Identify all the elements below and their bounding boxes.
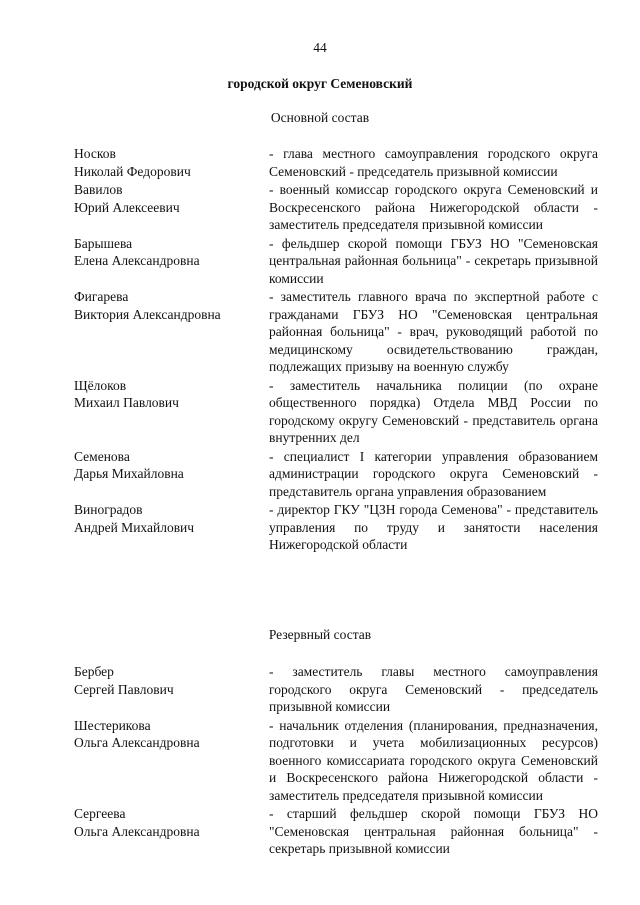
member-given-names: Юрий Алексеевич xyxy=(74,199,180,215)
member-surname: Шестерикова xyxy=(74,717,151,733)
member-surname: Виноградов xyxy=(74,502,143,517)
member-surname: Бербер xyxy=(74,664,114,679)
member-entry xyxy=(74,501,598,554)
member-given-names: Ольга Александровна xyxy=(74,735,200,750)
page-number: 44 xyxy=(313,40,327,55)
main-section-title: Основной состав xyxy=(270,110,370,125)
reserve-members-list xyxy=(74,663,598,859)
member-given-names: Николай Федорович xyxy=(74,163,191,179)
reserve-section-title: Резервный состав xyxy=(268,627,372,642)
member-role: - начальник отделения (планирования, предназначения, подготовки и учета мобилизационных ресурсов) военного комиссариата городского округа Семеновский и Воскресенского района Нижегородской области - заместитель председателя призывной комиссии xyxy=(269,717,598,803)
member-given-names: Ольга Александровна xyxy=(74,823,200,839)
member-role: - старший фельдшер скорой помощи ГБУЗ НО "Семеновская центральная районная больница" - секретарь призывной комиссии xyxy=(269,806,598,856)
member-surname: Семенова xyxy=(74,448,130,464)
member-given-names: Дарья Михайловна xyxy=(74,466,184,481)
member-role: - заместитель начальника полиции (по охране общественного порядка) Отдела МВД России по городскому округу Семеновский - представитель органа внутренних дел xyxy=(269,377,598,445)
district-title: городской округ Семеновский xyxy=(227,76,413,91)
member-entry xyxy=(74,235,598,288)
member-name xyxy=(74,235,269,288)
main-members-list xyxy=(74,145,598,555)
member-name xyxy=(74,145,269,180)
member-surname: Вавилов xyxy=(74,182,123,197)
member-entry xyxy=(74,145,598,180)
member-entry xyxy=(74,448,598,501)
member-given-names: Елена Александровна xyxy=(74,253,200,268)
member-role: - заместитель главы местного самоуправления городского округа Семеновский - председатель призывной комиссии xyxy=(269,664,598,714)
member-name xyxy=(74,288,269,376)
member-name xyxy=(74,377,269,447)
member-entry xyxy=(74,288,598,376)
member-name xyxy=(74,181,269,234)
member-role: - заместитель главного врача по экспертной работе с гражданами ГБУЗ НО "Семеновская центральная районная больница" - врач, руководящий работой по медицинскому освидетельствованию граждан, подлежащих призыву на военную службу xyxy=(269,289,598,374)
member-surname: Барышева xyxy=(74,235,133,251)
member-surname: Сергеева xyxy=(74,806,126,821)
member-given-names: Сергей Павлович xyxy=(74,681,174,697)
member-name xyxy=(74,448,269,501)
member-name xyxy=(74,805,269,858)
member-surname: Фигарева xyxy=(74,289,129,304)
member-name xyxy=(74,663,269,716)
member-entry xyxy=(74,377,598,447)
member-entry xyxy=(74,181,598,234)
member-role: - военный комиссар городского округа Семеновский и Воскресенского района Нижегородской области - заместитель председателя призывной комиссии xyxy=(269,182,598,232)
member-name xyxy=(74,501,269,554)
member-surname: Щёлоков xyxy=(74,377,127,393)
member-role: - специалист I категории управления образованием администрации городского округа Семеновский - представитель органа управления образованием xyxy=(269,448,598,499)
member-given-names: Михаил Павлович xyxy=(74,395,179,410)
member-given-names: Виктория Александровна xyxy=(74,306,221,322)
member-entry xyxy=(74,663,598,716)
member-entry xyxy=(74,805,598,858)
member-role: - глава местного самоуправления городского округа Семеновский - председатель призывной комиссии xyxy=(269,146,598,179)
member-given-names: Андрей Михайлович xyxy=(74,519,195,535)
member-role: - директор ГКУ "ЦЗН города Семенова" - представитель управления по труду и занятости населения Нижегородской области xyxy=(269,502,598,552)
member-surname: Носков xyxy=(74,146,116,161)
member-name xyxy=(74,717,269,805)
member-entry xyxy=(74,717,598,805)
member-role: - фельдшер скорой помощи ГБУЗ НО "Семеновская центральная районная больница" - секретарь призывной комиссии xyxy=(269,235,598,286)
